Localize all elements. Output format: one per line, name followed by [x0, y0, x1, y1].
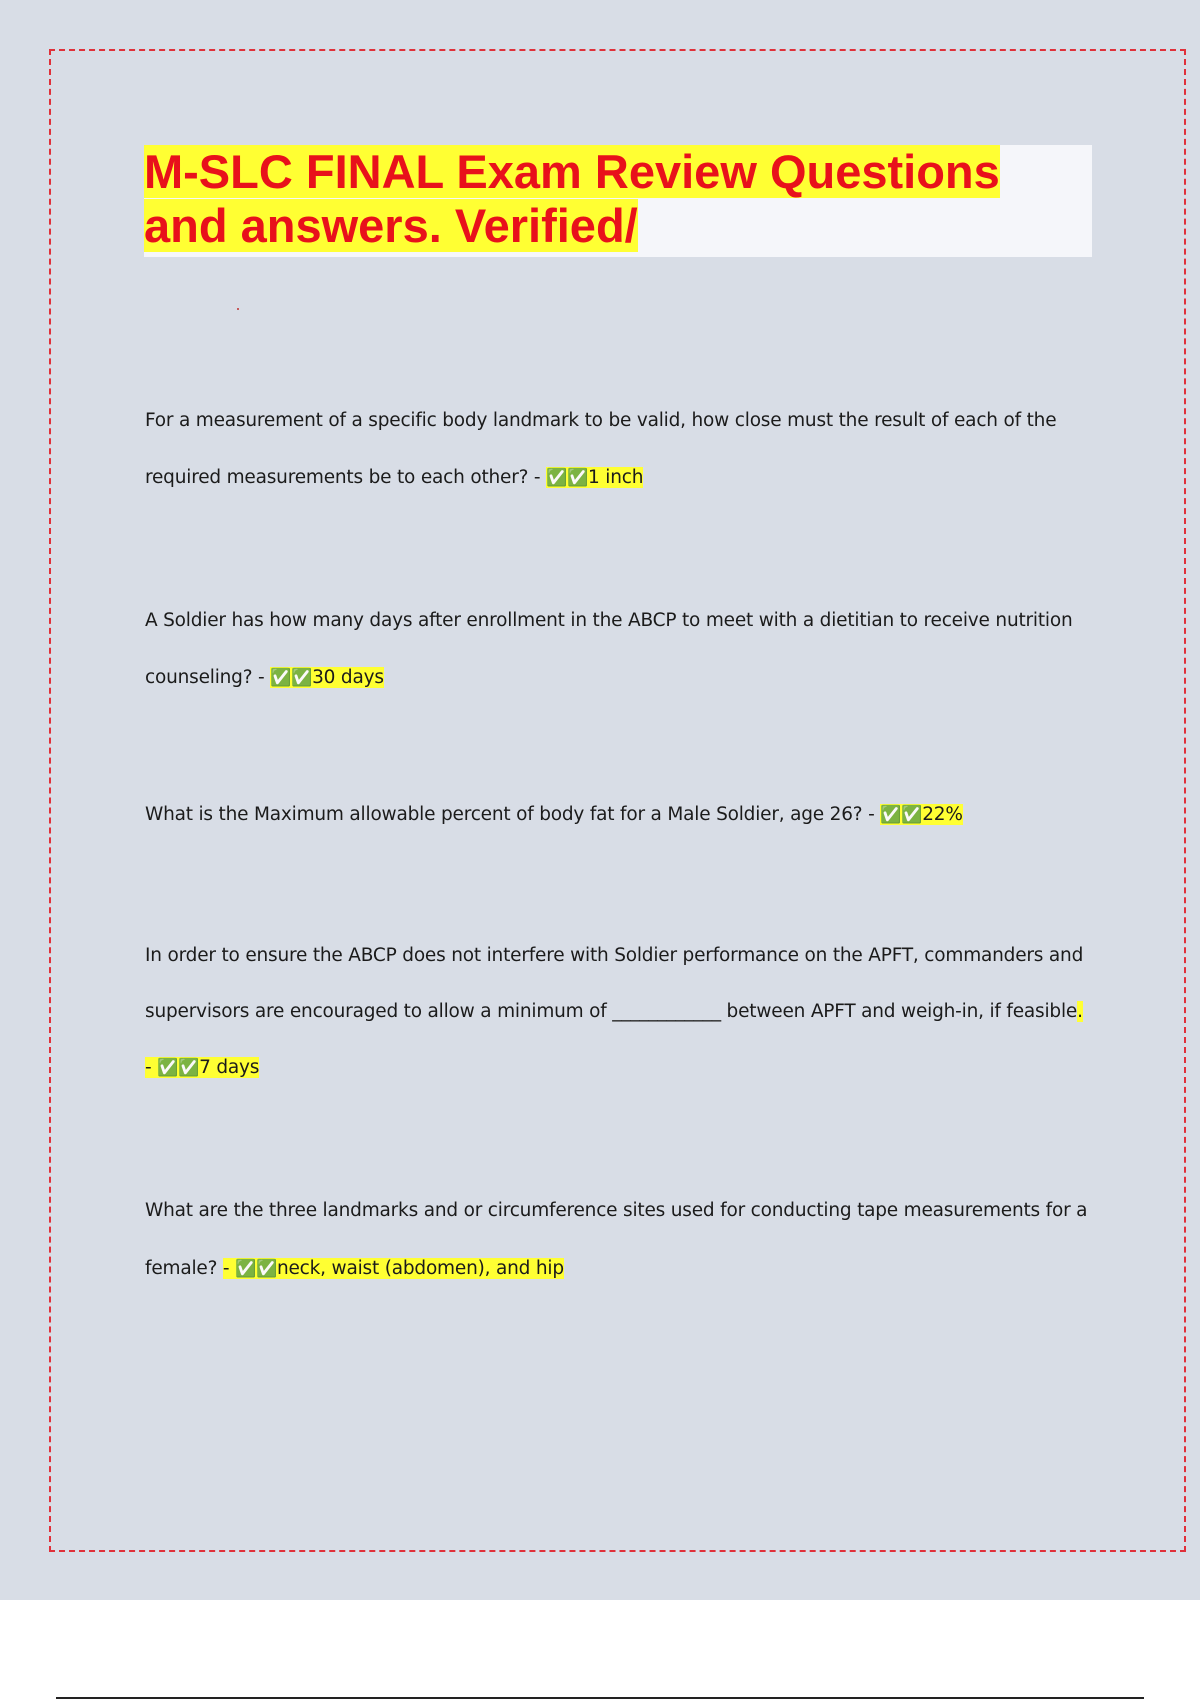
double-check-icon: ✅✅: [880, 805, 923, 825]
double-check-icon: ✅✅: [546, 468, 589, 488]
answer-text: 1 inch: [588, 467, 644, 488]
question-text: What are the three landmarks and or circumference sites used for conducting tape measurements for a female?: [145, 1200, 1088, 1279]
double-check-icon: ✅✅: [157, 1058, 200, 1078]
answer-prefix: -: [222, 1258, 236, 1279]
stray-mark: [237, 308, 239, 310]
answer-highlight: [270, 667, 384, 688]
question-text: What is the Maximum allowable percent of body fat for a Male Soldier, age 26? -: [145, 804, 881, 825]
answer-highlight: [223, 1258, 564, 1279]
qa-item-1: [145, 392, 1090, 507]
footer-divider: [56, 1697, 1144, 1699]
title-line-1: M-SLC FINAL Exam Review Questions: [144, 145, 1000, 198]
answer-text: neck, waist (abdomen), and hip: [276, 1258, 564, 1279]
answer-prefix: . -: [145, 1001, 1083, 1078]
answer-text: 22%: [922, 804, 963, 825]
answer-text: 30 days: [312, 667, 384, 688]
qa-item-3: [145, 786, 1090, 844]
answer-highlight: [880, 804, 962, 825]
question-text: For a measurement of a specific body landmark to be valid, how close must the result of each of the required measurements be to each other? -: [145, 410, 1057, 488]
answer-text: 7 days: [199, 1057, 260, 1078]
qa-item-4: [145, 928, 1090, 1096]
document-title: [144, 145, 1092, 253]
double-check-icon: ✅✅: [235, 1259, 277, 1279]
title-line-2: and answers. Verified/: [144, 199, 638, 252]
question-text: In order to ensure the ABCP does not interfere with Soldier performance on the APFT, commanders and supervisors are encouraged to allow a minimum of ____________ between APFT and weigh-in, if feasible: [145, 945, 1084, 1022]
double-check-icon: ✅✅: [270, 668, 313, 688]
qa-item-2: [145, 592, 1090, 707]
question-text: A Soldier has how many days after enrollment in the ABCP to meet with a dietitian to receive nutrition counseling? -: [145, 610, 1073, 688]
answer-highlight: [546, 467, 643, 488]
qa-item-5: [145, 1182, 1090, 1298]
